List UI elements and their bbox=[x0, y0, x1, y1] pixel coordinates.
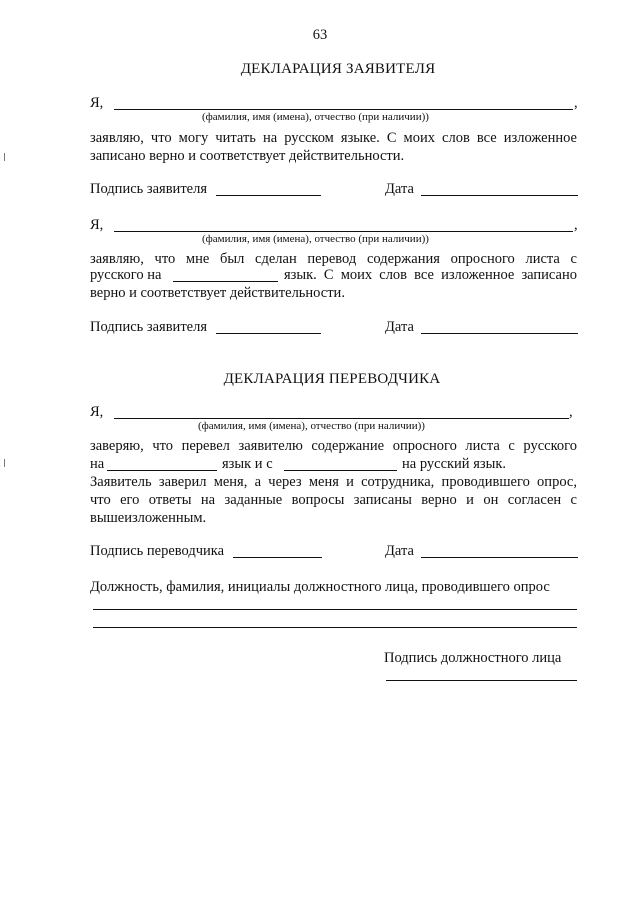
translator-source-language-field[interactable] bbox=[107, 470, 217, 471]
applicant1-name-field[interactable] bbox=[114, 109, 573, 110]
translator-i-label: Я, bbox=[90, 404, 104, 420]
official-position-field-line2[interactable] bbox=[93, 627, 577, 628]
applicant-declaration-title: ДЕКЛАРАЦИЯ ЗАЯВИТЕЛЯ bbox=[240, 61, 436, 77]
applicant1-date-label: Дата bbox=[385, 181, 414, 197]
applicant2-name-field[interactable] bbox=[114, 231, 573, 232]
applicant2-language-field[interactable] bbox=[173, 281, 278, 282]
applicant2-name-hint: (фамилия, имя (имена), отчество (при наличии)) bbox=[202, 233, 429, 245]
translator-date-label: Дата bbox=[385, 543, 414, 559]
applicant1-comma: , bbox=[574, 95, 578, 111]
applicant1-i-label: Я, bbox=[90, 95, 104, 111]
applicant2-date-field[interactable] bbox=[421, 333, 578, 334]
official-signature-field[interactable] bbox=[386, 680, 577, 681]
margin-mark bbox=[4, 153, 5, 161]
translator-date-field[interactable] bbox=[421, 557, 578, 558]
applicant2-comma: , bbox=[574, 217, 578, 233]
applicant2-statement-line2b: язык. С моих слов все изложенное записано bbox=[284, 267, 577, 283]
official-position-field-line1[interactable] bbox=[93, 609, 577, 610]
translator-statement-line2a: на bbox=[90, 456, 105, 472]
applicant1-statement-line1: заявляю, что могу читать на русском языке. С моих слов все изложенное bbox=[90, 130, 577, 146]
margin-mark bbox=[4, 459, 5, 467]
translator-statement-line5: вышеизложенным. bbox=[90, 510, 207, 526]
official-signature-label: Подпись должностного лица bbox=[384, 650, 562, 666]
applicant1-statement-line2: записано верно и соответствует действительности. bbox=[90, 148, 405, 164]
applicant2-statement-line2a: русского на bbox=[90, 267, 162, 283]
official-position-label: Должность, фамилия, инициалы должностного лица, проводившего опрос bbox=[90, 579, 550, 595]
page-number: 63 bbox=[312, 27, 328, 43]
applicant1-signature-field[interactable] bbox=[216, 195, 321, 196]
translator-name-hint: (фамилия, имя (имена), отчество (при наличии)) bbox=[198, 420, 425, 432]
translator-name-field[interactable] bbox=[114, 418, 569, 419]
applicant1-name-hint: (фамилия, имя (имена), отчество (при наличии)) bbox=[202, 111, 429, 123]
translator-statement-line3: Заявитель заверил меня, а через меня и сотрудника, проводившего опрос, bbox=[90, 474, 577, 490]
applicant2-i-label: Я, bbox=[90, 217, 104, 233]
translator-target-language-field[interactable] bbox=[284, 470, 397, 471]
applicant1-signature-label: Подпись заявителя bbox=[90, 181, 207, 197]
translator-statement-line2c: на русский язык. bbox=[402, 456, 506, 472]
applicant2-statement-line1: заявляю, что мне был сделан перевод содержания опросного листа с bbox=[90, 251, 577, 267]
applicant1-date-field[interactable] bbox=[421, 195, 578, 196]
translator-signature-field[interactable] bbox=[233, 557, 322, 558]
translator-comma: , bbox=[569, 404, 573, 420]
applicant2-signature-field[interactable] bbox=[216, 333, 321, 334]
applicant2-signature-label: Подпись заявителя bbox=[90, 319, 207, 335]
translator-statement-line4: что его ответы на заданные вопросы записаны верно и он согласен с bbox=[90, 492, 577, 508]
applicant2-date-label: Дата bbox=[385, 319, 414, 335]
translator-statement-line2b: язык и с bbox=[222, 456, 273, 472]
translator-statement-line1: заверяю, что перевел заявителю содержание опросного листа с русского bbox=[90, 438, 577, 454]
translator-signature-label: Подпись переводчика bbox=[90, 543, 225, 559]
applicant2-statement-line3: верно и соответствует действительности. bbox=[90, 285, 345, 301]
translator-declaration-title: ДЕКЛАРАЦИЯ ПЕРЕВОДЧИКА bbox=[223, 371, 441, 387]
